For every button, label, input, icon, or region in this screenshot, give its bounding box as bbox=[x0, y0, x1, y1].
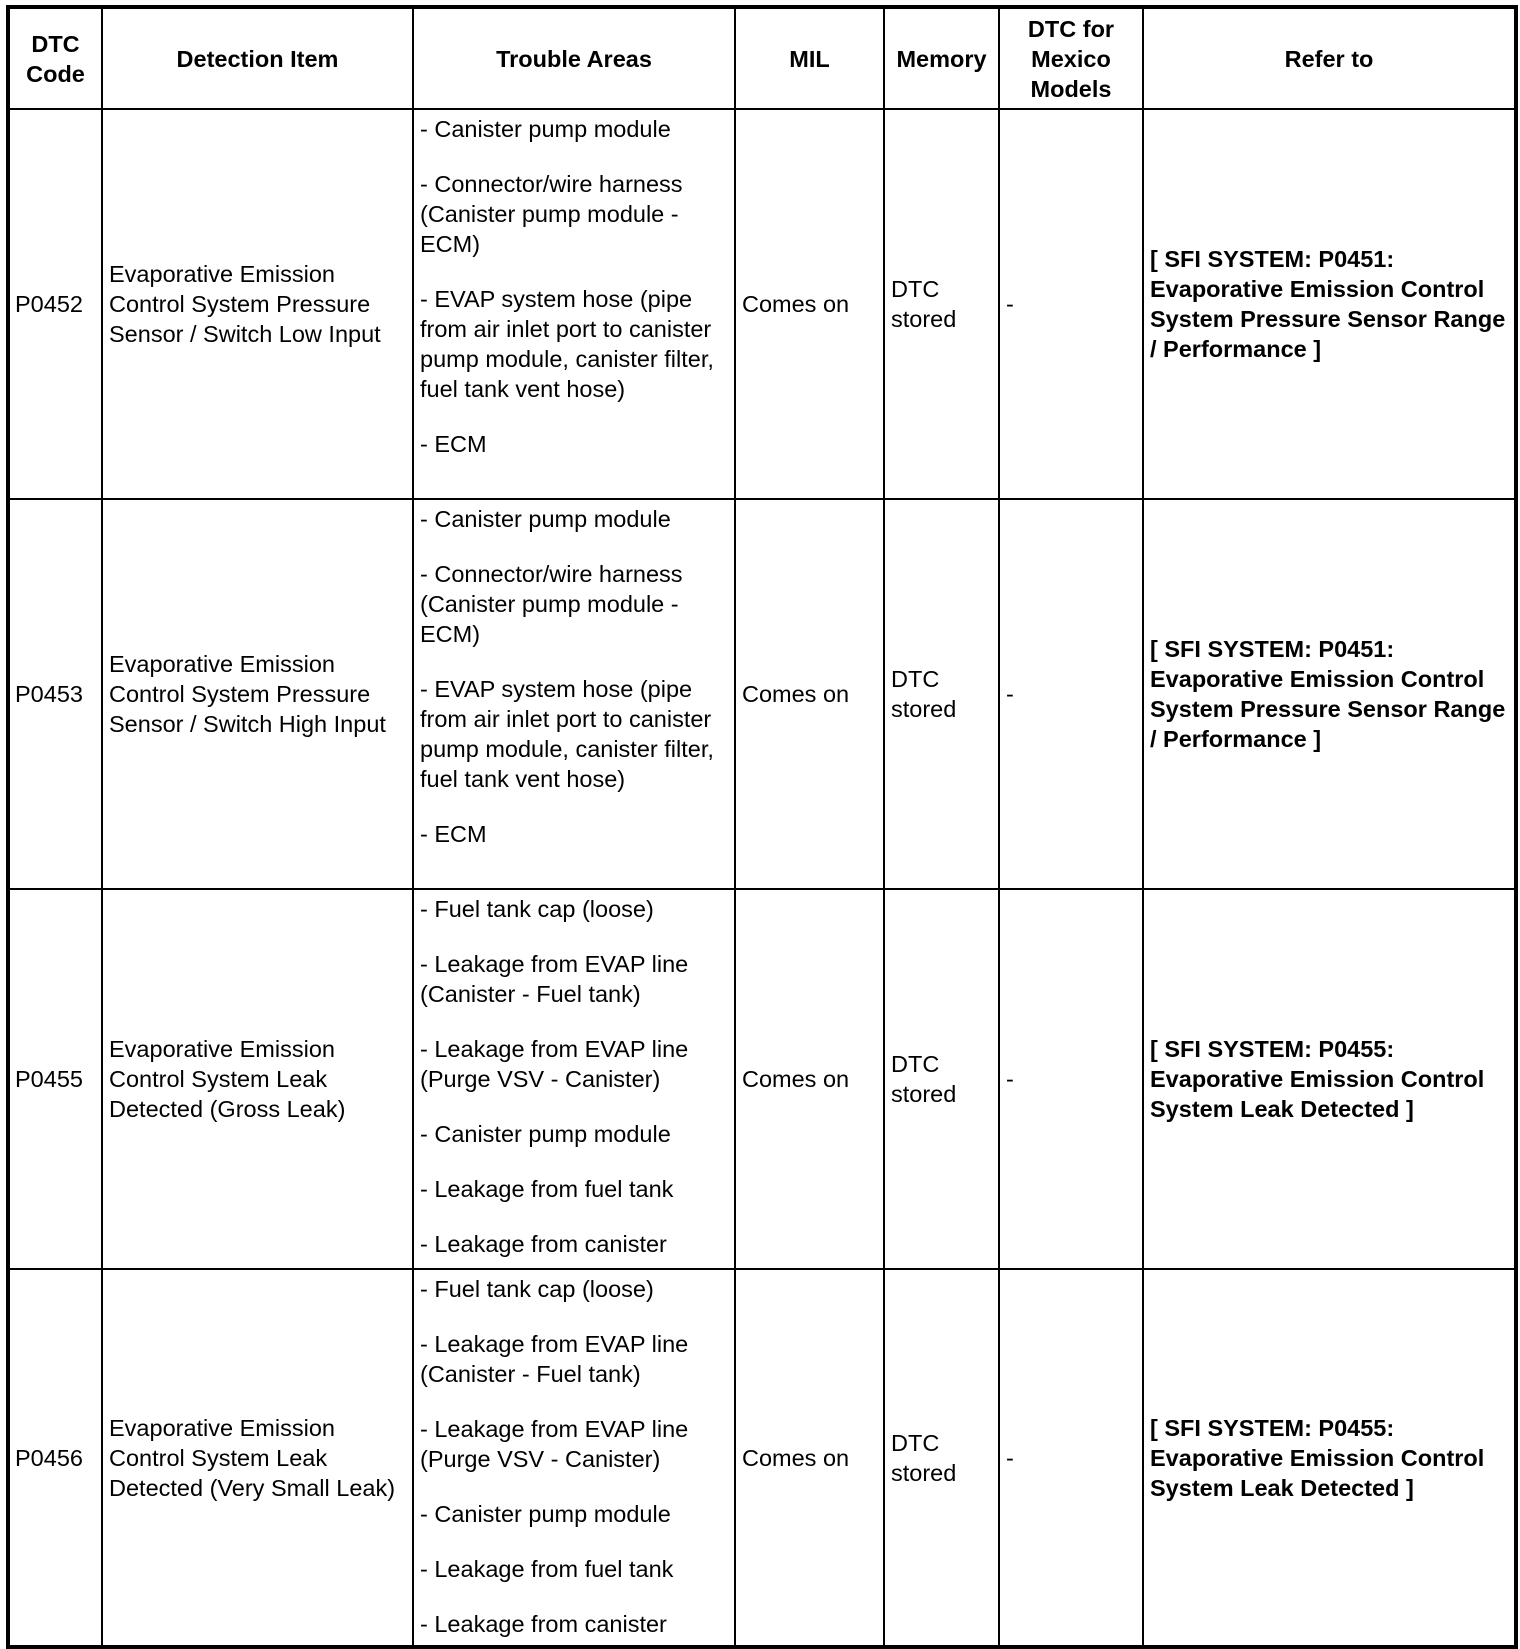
header-mil: MIL bbox=[735, 7, 884, 109]
refer-link[interactable]: [ SFI SYSTEM: P0451: Evaporative Emission Control System Pressure Sensor Range / Performance ] bbox=[1143, 109, 1516, 499]
trouble-area-item: - EVAP system hose (pipe from air inlet port to canister pump module, canister filter, fuel tank vent hose) bbox=[420, 676, 714, 792]
mil-status: Comes on bbox=[735, 889, 884, 1269]
mil-status: Comes on bbox=[735, 499, 884, 889]
trouble-area-item: - Fuel tank cap (loose) bbox=[420, 896, 654, 922]
detection-item: Evaporative Emission Control System Pressure Sensor / Switch High Input bbox=[102, 499, 413, 889]
header-detection-item: Detection Item bbox=[102, 7, 413, 109]
memory-status: DTC stored bbox=[884, 109, 999, 499]
refer-link[interactable]: [ SFI SYSTEM: P0455: Evaporative Emission Control System Leak Detected ] bbox=[1143, 889, 1516, 1269]
trouble-area-item: - Leakage from fuel tank bbox=[420, 1176, 674, 1202]
refer-link[interactable]: [ SFI SYSTEM: P0455: Evaporative Emission Control System Leak Detected ] bbox=[1143, 1269, 1516, 1647]
detection-item: Evaporative Emission Control System Pressure Sensor / Switch Low Input bbox=[102, 109, 413, 499]
refer-link[interactable]: [ SFI SYSTEM: P0451: Evaporative Emission Control System Pressure Sensor Range / Performance ] bbox=[1143, 499, 1516, 889]
header-memory: Memory bbox=[884, 7, 999, 109]
header-dtc-code: DTC Code bbox=[8, 7, 102, 109]
header-refer-to: Refer to bbox=[1143, 7, 1516, 109]
dtc-code: P0456 bbox=[8, 1269, 102, 1647]
header-row bbox=[8, 7, 1516, 109]
trouble-area-item: - ECM bbox=[420, 821, 487, 847]
table-row bbox=[8, 109, 1516, 499]
trouble-area-item: - Leakage from fuel tank bbox=[420, 1556, 674, 1582]
trouble-areas bbox=[413, 889, 735, 1269]
trouble-area-item: - Canister pump module bbox=[420, 1501, 671, 1527]
mexico-dtc: - bbox=[999, 499, 1143, 889]
trouble-area-item: - Connector/wire harness (Canister pump module - ECM) bbox=[420, 561, 683, 647]
mexico-dtc: - bbox=[999, 889, 1143, 1269]
trouble-area-item: - ECM bbox=[420, 431, 487, 457]
trouble-areas bbox=[413, 499, 735, 889]
memory-status: DTC stored bbox=[884, 1269, 999, 1647]
trouble-area-item: - Connector/wire harness (Canister pump module - ECM) bbox=[420, 171, 683, 257]
dtc-table-container bbox=[6, 5, 1518, 1649]
table-row bbox=[8, 1269, 1516, 1647]
table-row bbox=[8, 889, 1516, 1269]
trouble-area-item: - Leakage from EVAP line (Canister - Fuel tank) bbox=[420, 951, 689, 1007]
trouble-area-item: - Leakage from canister bbox=[420, 1611, 667, 1637]
trouble-area-item: - Leakage from EVAP line (Purge VSV - Canister) bbox=[420, 1036, 689, 1092]
table-row bbox=[8, 499, 1516, 889]
trouble-area-item: - Fuel tank cap (loose) bbox=[420, 1276, 654, 1302]
mil-status: Comes on bbox=[735, 109, 884, 499]
dtc-code: P0453 bbox=[8, 499, 102, 889]
mexico-dtc: - bbox=[999, 109, 1143, 499]
trouble-area-item: - Canister pump module bbox=[420, 116, 671, 142]
memory-status: DTC stored bbox=[884, 499, 999, 889]
header-dtc-mexico: DTC for Mexico Models bbox=[999, 7, 1143, 109]
trouble-area-item: - Leakage from EVAP line (Purge VSV - Canister) bbox=[420, 1416, 689, 1472]
detection-item: Evaporative Emission Control System Leak Detected (Gross Leak) bbox=[102, 889, 413, 1269]
trouble-area-item: - Canister pump module bbox=[420, 506, 671, 532]
memory-status: DTC stored bbox=[884, 889, 999, 1269]
trouble-areas bbox=[413, 109, 735, 499]
dtc-code: P0452 bbox=[8, 109, 102, 499]
detection-item: Evaporative Emission Control System Leak Detected (Very Small Leak) bbox=[102, 1269, 413, 1647]
mexico-dtc: - bbox=[999, 1269, 1143, 1647]
trouble-area-item: - Leakage from EVAP line (Canister - Fuel tank) bbox=[420, 1331, 689, 1387]
trouble-area-item: - Leakage from canister bbox=[420, 1231, 667, 1257]
dtc-table bbox=[6, 5, 1518, 1649]
header-trouble-areas: Trouble Areas bbox=[413, 7, 735, 109]
trouble-areas bbox=[413, 1269, 735, 1647]
mil-status: Comes on bbox=[735, 1269, 884, 1647]
trouble-area-item: - EVAP system hose (pipe from air inlet port to canister pump module, canister filter, fuel tank vent hose) bbox=[420, 286, 714, 402]
dtc-code: P0455 bbox=[8, 889, 102, 1269]
trouble-area-item: - Canister pump module bbox=[420, 1121, 671, 1147]
